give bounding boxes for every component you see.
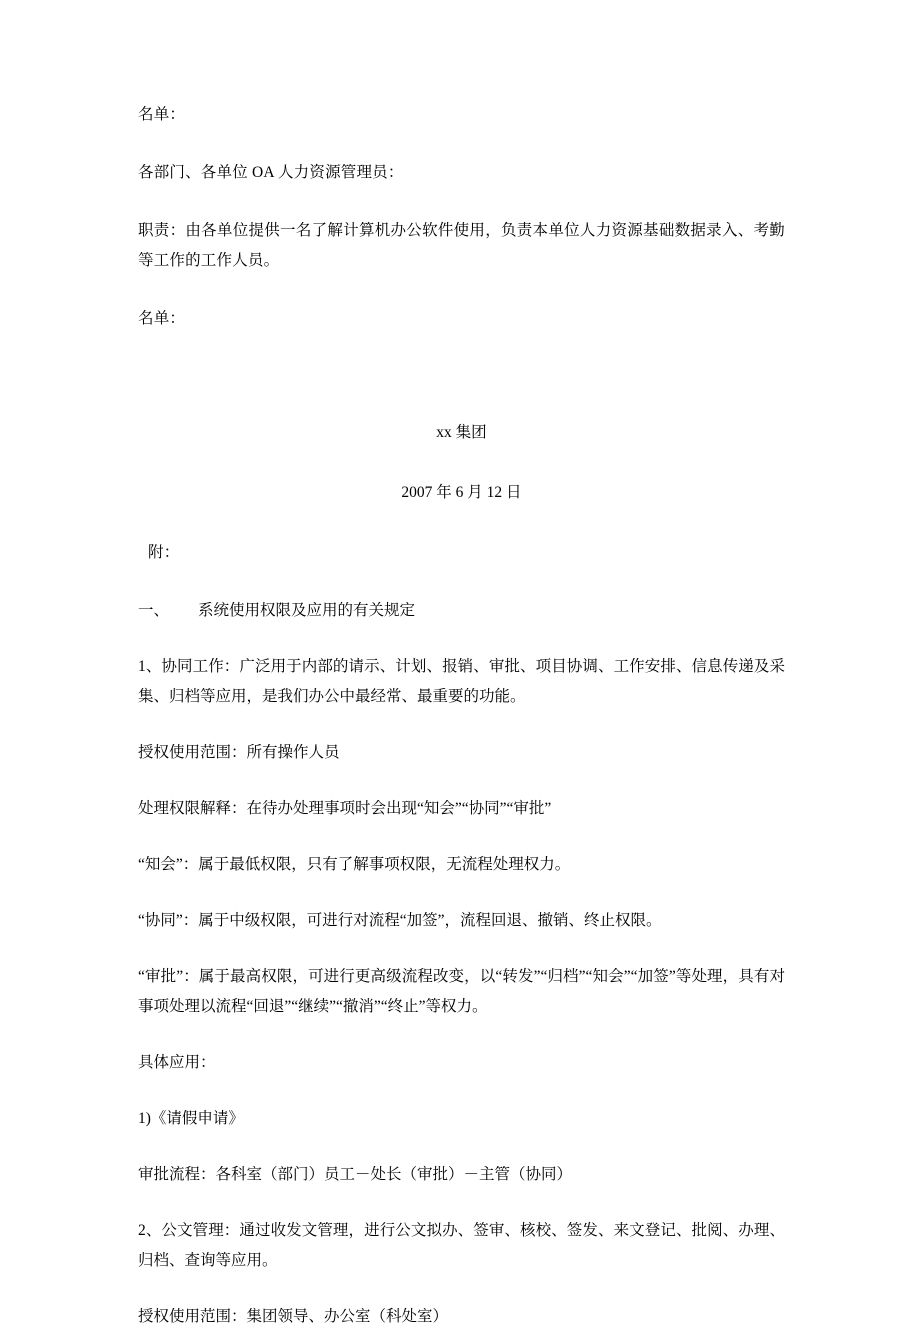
section-title: 系统使用权限及应用的有关规定 [198,602,416,619]
item-document-management: 2、公文管理：通过收发文管理，进行公文拟办、签审、核校、签发、来文登记、批阅、办理、归档、查询等应用。 [138,1222,785,1269]
section-number: 一、 [138,602,170,619]
section-heading [138,596,785,626]
item-authorized-scope-1: 授权使用范围：所有操作人员 [138,744,340,761]
signature-spacer [138,362,785,418]
paragraph-name-list-2: 名单： [138,310,186,327]
item-permission-approve: “审批”：属于最高权限，可进行更高级流程改变，以“转发”“归档”“知会”“加签”等处理，具有对事项处理以流程“回退”“继续”“撤消”“终止”等权力。 [138,968,785,1015]
item-approval-flow: 审批流程：各科室（部门）员工－处长（审批）－主管（协同） [138,1166,573,1183]
item-permission-explanation: 处理权限解释：在待办处理事项时会出现“知会”“协同”“审批” [138,800,552,817]
attachment-label: 附： [148,544,180,561]
item-leave-request: 1)《请假申请》 [138,1110,244,1127]
item-permission-notify: “知会”：属于最低权限，只有了解事项权限，无流程处理权力。 [138,856,571,873]
signature-organization: xx 集团 [436,424,487,441]
item-specific-application: 具体应用： [138,1054,216,1071]
item-collaborative-work: 1、协同工作：广泛用于内部的请示、计划、报销、审批、项目协调、工作安排、信息传递及采集、归档等应用，是我们办公中最经常、最重要的功能。 [138,658,785,705]
item-authorized-scope-2: 授权使用范围：集团领导、办公室（科处室） [138,1308,449,1325]
signature-date: 2007 年 6 月 12 日 [401,484,522,501]
paragraph-name-list-1: 名单： [138,106,186,123]
paragraph-responsibilities: 职责：由各单位提供一名了解计算机办公软件使用，负责本单位人力资源基础数据录入、考勤等工作的工作人员。 [138,222,785,269]
item-permission-collaborate: “协同”：属于中级权限，可进行对流程“加签”，流程回退、撤销、终止权限。 [138,912,662,929]
paragraph-oa-hr-admins: 各部门、各单位 OA 人力资源管理员： [138,164,404,181]
